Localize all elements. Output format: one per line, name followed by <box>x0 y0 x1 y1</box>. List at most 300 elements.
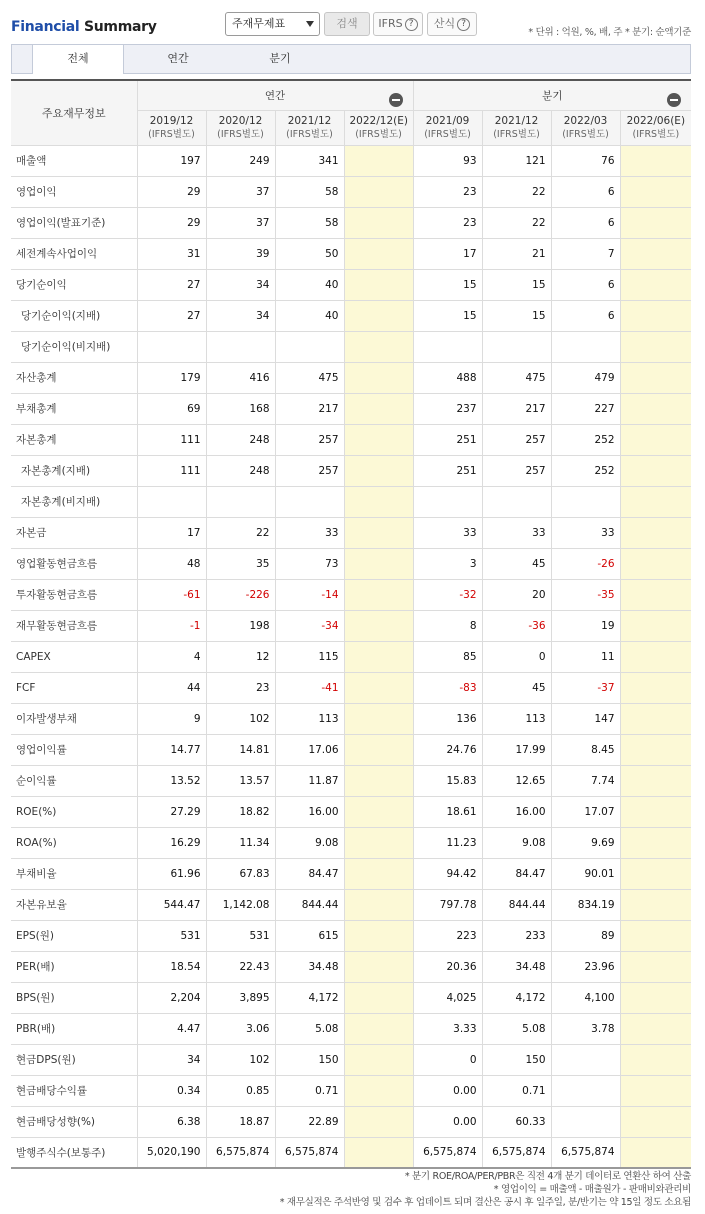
table-cell: 179 <box>137 362 206 393</box>
table-cell: 11.34 <box>206 827 275 858</box>
table-cell: 111 <box>137 455 206 486</box>
table-cell: 67.83 <box>206 858 275 889</box>
table-cell: 9.08 <box>482 827 551 858</box>
table-cell: 9 <box>137 703 206 734</box>
table-cell <box>344 858 413 889</box>
table-row <box>11 889 691 920</box>
table-cell <box>620 889 691 920</box>
table-cell: 9.69 <box>551 827 620 858</box>
table-cell: 6 <box>551 207 620 238</box>
help-icon: ? <box>457 18 470 31</box>
table-cell: 15 <box>413 300 482 331</box>
table-row <box>11 641 691 672</box>
table-cell: -37 <box>551 672 620 703</box>
table-cell: 11.23 <box>413 827 482 858</box>
table-row <box>11 858 691 889</box>
table-cell <box>206 331 275 362</box>
table-cell: 11.87 <box>275 765 344 796</box>
table-row <box>11 393 691 424</box>
table-cell: 7 <box>551 238 620 269</box>
table-cell: 0.85 <box>206 1075 275 1106</box>
table-row <box>11 672 691 703</box>
table-cell: 94.42 <box>413 858 482 889</box>
table-cell: 1,142.08 <box>206 889 275 920</box>
table-cell: 257 <box>275 455 344 486</box>
table-cell: 6,575,874 <box>206 1137 275 1168</box>
table-cell: 17 <box>413 238 482 269</box>
table-cell: 197 <box>137 145 206 176</box>
table-cell: 58 <box>275 176 344 207</box>
table-cell: 248 <box>206 424 275 455</box>
table-cell: -35 <box>551 579 620 610</box>
table-cell: 13.52 <box>137 765 206 796</box>
table-row <box>11 548 691 579</box>
row-label: 이자발생부채 <box>11 703 137 734</box>
footnote: * 영업이익 = 매출액 - 매출원가 - 판매비와관리비 <box>493 1184 691 1195</box>
table-cell: -34 <box>275 610 344 641</box>
table-cell: 0.71 <box>275 1075 344 1106</box>
table-cell <box>344 1075 413 1106</box>
table-cell <box>344 238 413 269</box>
row-label: 부채비율 <box>11 858 137 889</box>
table-cell: 12 <box>206 641 275 672</box>
table-cell <box>620 486 691 517</box>
table-cell: 5.08 <box>275 1013 344 1044</box>
table-cell: 147 <box>551 703 620 734</box>
table-cell: 4.47 <box>137 1013 206 1044</box>
search-button[interactable]: 검색 <box>324 12 370 36</box>
table-cell <box>620 176 691 207</box>
help-icon: ? <box>405 18 418 31</box>
table-cell: 416 <box>206 362 275 393</box>
table-cell <box>620 579 691 610</box>
page-title <box>11 19 157 35</box>
table-cell: 37 <box>206 207 275 238</box>
ifrs-help-button[interactable] <box>373 12 423 36</box>
period-label: 2021/09 <box>425 114 470 127</box>
table-cell <box>620 238 691 269</box>
table-cell: 113 <box>275 703 344 734</box>
table-cell: 6,575,874 <box>275 1137 344 1168</box>
row-label: 현금배당수익률 <box>11 1075 137 1106</box>
table-cell <box>620 920 691 951</box>
table-cell: 20 <box>482 579 551 610</box>
table-cell: 121 <box>482 145 551 176</box>
table-cell: -41 <box>275 672 344 703</box>
table-cell: -1 <box>137 610 206 641</box>
table-cell <box>620 703 691 734</box>
table-cell: 257 <box>482 455 551 486</box>
table-row <box>11 269 691 300</box>
table-cell <box>620 951 691 982</box>
table-cell: 33 <box>551 517 620 548</box>
title-summary: Summary <box>83 19 157 35</box>
table-cell: 48 <box>137 548 206 579</box>
table-cell: 136 <box>413 703 482 734</box>
table-cell: 29 <box>137 176 206 207</box>
table-cell: 844.44 <box>275 889 344 920</box>
table-cell <box>620 858 691 889</box>
table-cell: 84.47 <box>482 858 551 889</box>
period-label: 2022/12(E) <box>349 114 408 127</box>
table-cell: 61.96 <box>137 858 206 889</box>
table-cell <box>344 455 413 486</box>
period-label: 2019/12 <box>149 114 194 127</box>
table-cell <box>344 889 413 920</box>
table-cell: 227 <box>551 393 620 424</box>
row-label: 세전계속사업이익 <box>11 238 137 269</box>
table-cell: 249 <box>206 145 275 176</box>
table-cell: 18.87 <box>206 1106 275 1137</box>
table-cell: 23 <box>206 672 275 703</box>
table-cell: 14.81 <box>206 734 275 765</box>
table-cell <box>620 300 691 331</box>
table-cell: 22 <box>206 517 275 548</box>
table-cell <box>344 765 413 796</box>
table-body <box>11 145 691 1168</box>
row-label: 투자활동현금흐름 <box>11 579 137 610</box>
table-cell <box>620 331 691 362</box>
row-label: 영업이익 <box>11 176 137 207</box>
table-cell: 834.19 <box>551 889 620 920</box>
row-label: 매출액 <box>11 145 137 176</box>
table-cell <box>620 827 691 858</box>
table-cell: 3 <box>413 548 482 579</box>
table-cell: 479 <box>551 362 620 393</box>
table-row <box>11 300 691 331</box>
table-cell: -36 <box>482 610 551 641</box>
table-cell: 33 <box>275 517 344 548</box>
table-cell: 544.47 <box>137 889 206 920</box>
table-cell: 475 <box>482 362 551 393</box>
table-cell: 615 <box>275 920 344 951</box>
table-cell: 168 <box>206 393 275 424</box>
row-label: 영업활동현금흐름 <box>11 548 137 579</box>
table-cell: 23 <box>413 207 482 238</box>
table-cell: 9.08 <box>275 827 344 858</box>
table-cell <box>137 331 206 362</box>
table-cell: 217 <box>482 393 551 424</box>
table-cell: 251 <box>413 455 482 486</box>
table-row <box>11 517 691 548</box>
table-cell: 8 <box>413 610 482 641</box>
table-cell: 76 <box>551 145 620 176</box>
table-cell: 257 <box>482 424 551 455</box>
table-cell <box>620 207 691 238</box>
column-header-label: 주요재무정보 <box>11 80 137 145</box>
table-cell <box>344 579 413 610</box>
table-cell: 6 <box>551 300 620 331</box>
table-cell: 45 <box>482 548 551 579</box>
table-cell <box>344 548 413 579</box>
row-label: 현금DPS(원) <box>11 1044 137 1075</box>
table-cell: 6 <box>551 176 620 207</box>
table-row <box>11 734 691 765</box>
row-label: 순이익률 <box>11 765 137 796</box>
formula-help-button[interactable] <box>427 12 477 36</box>
table-cell: 45 <box>482 672 551 703</box>
table-cell: 6.38 <box>137 1106 206 1137</box>
table-cell <box>620 1013 691 1044</box>
table-cell: 252 <box>551 455 620 486</box>
tab-annual[interactable]: 연간 <box>167 52 189 65</box>
table-row <box>11 1106 691 1137</box>
table-cell: 0.00 <box>413 1106 482 1137</box>
row-label: PBR(배) <box>11 1013 137 1044</box>
footnotes <box>280 1170 691 1209</box>
table-cell: 4,172 <box>275 982 344 1013</box>
period-header <box>275 110 344 145</box>
table-cell <box>413 486 482 517</box>
table-cell: 17.99 <box>482 734 551 765</box>
table-cell <box>344 362 413 393</box>
table-cell: 844.44 <box>482 889 551 920</box>
table-cell: 27.29 <box>137 796 206 827</box>
tab-all[interactable]: 전체 <box>32 45 124 74</box>
table-cell: 102 <box>206 703 275 734</box>
table-cell <box>344 269 413 300</box>
table-cell <box>620 393 691 424</box>
table-cell <box>620 455 691 486</box>
table-cell <box>620 1075 691 1106</box>
table-cell <box>344 486 413 517</box>
table-cell: 3.78 <box>551 1013 620 1044</box>
table-row <box>11 951 691 982</box>
table-cell <box>482 331 551 362</box>
table-cell <box>620 641 691 672</box>
table-cell: 22 <box>482 176 551 207</box>
table-cell: 44 <box>137 672 206 703</box>
table-cell: 0.00 <box>413 1075 482 1106</box>
statement-select[interactable] <box>225 12 320 36</box>
group-quarter-label: 분기 <box>542 89 563 102</box>
table-cell <box>344 734 413 765</box>
table-row <box>11 207 691 238</box>
table-cell: 23 <box>413 176 482 207</box>
table-cell <box>620 610 691 641</box>
table-cell: 93 <box>413 145 482 176</box>
period-basis: (IFRS별도) <box>562 128 609 140</box>
table-cell: 217 <box>275 393 344 424</box>
table-cell <box>620 1106 691 1137</box>
period-header <box>482 110 551 145</box>
table-cell: 531 <box>137 920 206 951</box>
table-row <box>11 1137 691 1168</box>
collapse-annual-icon[interactable] <box>389 93 403 107</box>
table-cell: 475 <box>275 362 344 393</box>
table-cell: 0.34 <box>137 1075 206 1106</box>
table-cell <box>344 393 413 424</box>
table-cell: 60.33 <box>482 1106 551 1137</box>
collapse-quarter-icon[interactable] <box>667 93 681 107</box>
table-cell <box>551 1075 620 1106</box>
table-row <box>11 1075 691 1106</box>
period-header <box>551 110 620 145</box>
table-cell <box>482 486 551 517</box>
table-cell <box>620 145 691 176</box>
table-cell <box>620 424 691 455</box>
table-cell: 252 <box>551 424 620 455</box>
table-cell <box>344 672 413 703</box>
period-header <box>344 110 413 145</box>
table-cell: 11 <box>551 641 620 672</box>
table-cell: 3,895 <box>206 982 275 1013</box>
table-row <box>11 486 691 517</box>
period-header <box>206 110 275 145</box>
table-row <box>11 1013 691 1044</box>
table-cell <box>344 1013 413 1044</box>
table-cell: 34 <box>137 1044 206 1075</box>
table-cell <box>344 920 413 951</box>
table-cell <box>620 1137 691 1168</box>
table-cell: -226 <box>206 579 275 610</box>
table-row <box>11 579 691 610</box>
period-basis: (IFRS별도) <box>148 128 195 140</box>
table-cell <box>344 145 413 176</box>
title-financial: Financial <box>11 19 80 35</box>
table-row <box>11 331 691 362</box>
row-label: FCF <box>11 672 137 703</box>
period-label: 2022/06(E) <box>626 114 686 127</box>
table-cell <box>344 517 413 548</box>
row-label: 당기순이익(비지배) <box>11 331 137 362</box>
table-cell: 23.96 <box>551 951 620 982</box>
table-cell: 15 <box>482 269 551 300</box>
table-cell: 113 <box>482 703 551 734</box>
table-cell: 2,204 <box>137 982 206 1013</box>
table-cell: 3.06 <box>206 1013 275 1044</box>
table-cell: 0 <box>413 1044 482 1075</box>
table-row <box>11 703 691 734</box>
table-cell: 22.89 <box>275 1106 344 1137</box>
table-cell: 19 <box>551 610 620 641</box>
statement-select-value: 주재무제표 <box>232 17 286 30</box>
table-cell: 5.08 <box>482 1013 551 1044</box>
table-cell <box>344 1044 413 1075</box>
table-cell: 6 <box>551 269 620 300</box>
period-basis: (IFRS별도) <box>424 128 471 140</box>
table-cell: 102 <box>206 1044 275 1075</box>
table-cell: 50 <box>275 238 344 269</box>
table-cell <box>551 331 620 362</box>
table-cell: 14.77 <box>137 734 206 765</box>
row-label: 자본총계(지배) <box>11 455 137 486</box>
row-label: ROE(%) <box>11 796 137 827</box>
period-label: 2020/12 <box>218 114 263 127</box>
table-cell: 13.57 <box>206 765 275 796</box>
table-cell <box>620 672 691 703</box>
table-cell: 58 <box>275 207 344 238</box>
table-cell: 69 <box>137 393 206 424</box>
row-label: 영업이익률 <box>11 734 137 765</box>
table-cell <box>620 765 691 796</box>
table-cell <box>620 517 691 548</box>
table-cell: 4,100 <box>551 982 620 1013</box>
table-cell: 6,575,874 <box>482 1137 551 1168</box>
table-row <box>11 176 691 207</box>
row-label: 당기순이익 <box>11 269 137 300</box>
table-cell <box>620 982 691 1013</box>
table-cell: 15 <box>482 300 551 331</box>
unit-note: * 단위 : 억원, %, 배, 주 * 분기: 순액기준 <box>528 27 691 38</box>
table-cell: 34.48 <box>275 951 344 982</box>
table-cell <box>344 703 413 734</box>
table-cell <box>344 1106 413 1137</box>
table-cell <box>620 796 691 827</box>
row-label: PER(배) <box>11 951 137 982</box>
period-basis: (IFRS별도) <box>217 128 264 140</box>
header <box>0 0 705 44</box>
period-basis: (IFRS별도) <box>355 128 402 140</box>
table-cell: 24.76 <box>413 734 482 765</box>
group-header-quarter <box>413 80 691 110</box>
table-cell <box>344 641 413 672</box>
row-label: BPS(원) <box>11 982 137 1013</box>
table-cell: 18.82 <box>206 796 275 827</box>
table-row <box>11 827 691 858</box>
period-tabs <box>11 44 691 74</box>
table-cell <box>344 331 413 362</box>
row-label: 당기순이익(지배) <box>11 300 137 331</box>
table-cell: 84.47 <box>275 858 344 889</box>
row-label: EPS(원) <box>11 920 137 951</box>
period-header <box>413 110 482 145</box>
table-row <box>11 424 691 455</box>
table-cell: 33 <box>482 517 551 548</box>
table-cell: 16.00 <box>275 796 344 827</box>
table-row <box>11 796 691 827</box>
period-basis: (IFRS별도) <box>632 128 680 140</box>
period-basis: (IFRS별도) <box>286 128 333 140</box>
table-cell: 31 <box>137 238 206 269</box>
table-cell: 4,025 <box>413 982 482 1013</box>
table-row <box>11 610 691 641</box>
table-cell: 16.29 <box>137 827 206 858</box>
table-cell: 6,575,874 <box>551 1137 620 1168</box>
period-label: 2021/12 <box>494 114 539 127</box>
table-cell: 39 <box>206 238 275 269</box>
table-cell: 8.45 <box>551 734 620 765</box>
row-label: ROA(%) <box>11 827 137 858</box>
table-cell <box>551 1106 620 1137</box>
table-row <box>11 982 691 1013</box>
table-cell <box>344 827 413 858</box>
table-cell: 3.33 <box>413 1013 482 1044</box>
row-label: 자본총계 <box>11 424 137 455</box>
table-cell: 17.07 <box>551 796 620 827</box>
table-cell: 0.71 <box>482 1075 551 1106</box>
table-cell: 21 <box>482 238 551 269</box>
table-cell: 111 <box>137 424 206 455</box>
table-cell: 531 <box>206 920 275 951</box>
table-cell: 90.01 <box>551 858 620 889</box>
table-cell: 27 <box>137 300 206 331</box>
table-cell: 27 <box>137 269 206 300</box>
tab-quarterly[interactable]: 분기 <box>269 52 291 65</box>
table-cell: 33 <box>413 517 482 548</box>
row-label: 자본총계(비지배) <box>11 486 137 517</box>
table-cell: 6,575,874 <box>413 1137 482 1168</box>
table-cell: 341 <box>275 145 344 176</box>
table-cell: 18.61 <box>413 796 482 827</box>
group-header-annual <box>137 80 413 110</box>
table-cell <box>551 486 620 517</box>
table-row <box>11 1044 691 1075</box>
table-cell: 16.00 <box>482 796 551 827</box>
table-cell <box>344 610 413 641</box>
footnote: * 재무실적은 주석반영 및 검수 후 업데이트 되며 결산은 공시 후 일주일, 분/반기는 약 15일 정도 소요됨 <box>279 1197 691 1208</box>
period-basis: (IFRS별도) <box>493 128 540 140</box>
